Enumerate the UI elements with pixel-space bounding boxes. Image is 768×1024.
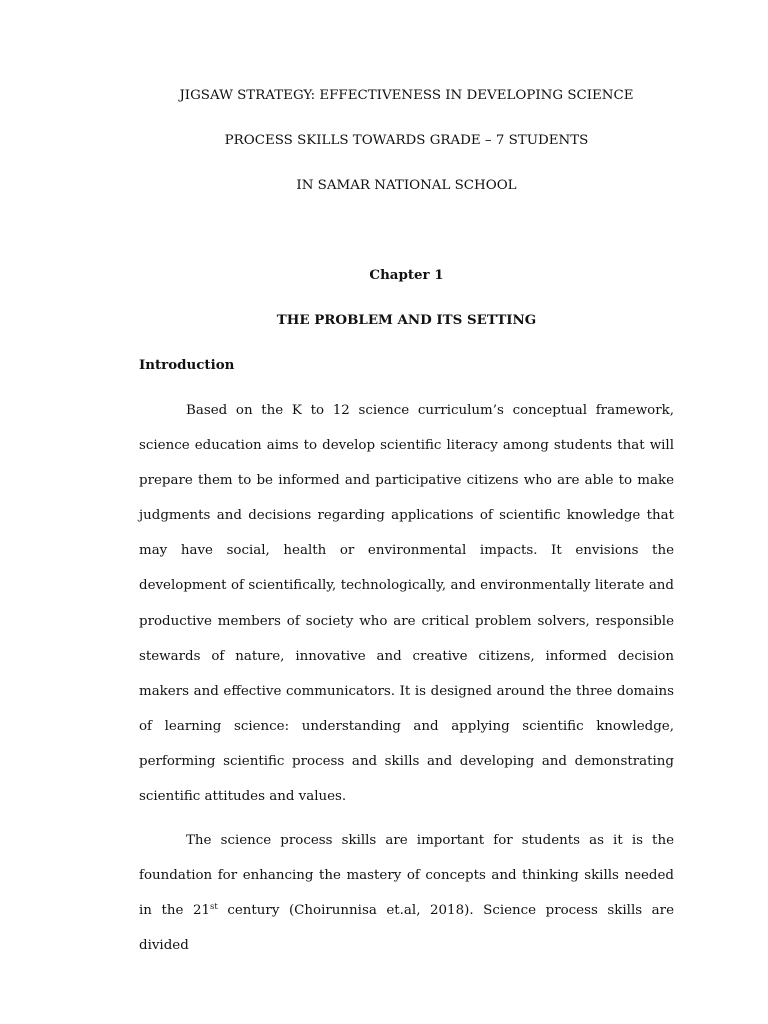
- title-line-1: JIGSAW STRATEGY: EFFECTIVENESS IN DEVELOPING SCIENCE: [179, 88, 634, 103]
- paragraph-2: [139, 823, 674, 963]
- chapter-label: Chapter 1: [369, 267, 444, 283]
- section-heading: Introduction: [139, 357, 235, 373]
- title-line-3: IN SAMAR NATIONAL SCHOOL: [296, 178, 517, 193]
- paragraph-2-text-end: century (Choirunnisa et.al, 2018). Science process skills are divided: [139, 903, 674, 954]
- paragraph-1: Based on the K to 12 science curriculum’s conceptual framework, science education aims to develop scientific literacy among students that will prepare them to be informed and participative citizens who are able to make judgments and decisions regarding applications of scientific knowledge that may have social, health or environmental impacts. It envisions the development of scientifically, technologically, and environmentally literate and productive members of society who are critical problem solvers, responsible stewards of nature, innovative and creative citizens, informed decision makers and effective communicators. It is designed around the three domains of learning science: understanding and applying scientific knowledge, performing scientific process and skills and developing and demonstrating scientific attitudes and values.: [139, 403, 674, 805]
- chapter-title: THE PROBLEM AND ITS SETTING: [276, 312, 537, 328]
- title-line-2: PROCESS SKILLS TOWARDS GRADE – 7 STUDENTS: [224, 133, 589, 148]
- ordinal-superscript: st: [210, 902, 218, 913]
- paragraph-2-text-start: The science process skills are important for students as it is the foundation for enhancing the mastery of concepts and thinking skills needed in the 21: [139, 833, 674, 919]
